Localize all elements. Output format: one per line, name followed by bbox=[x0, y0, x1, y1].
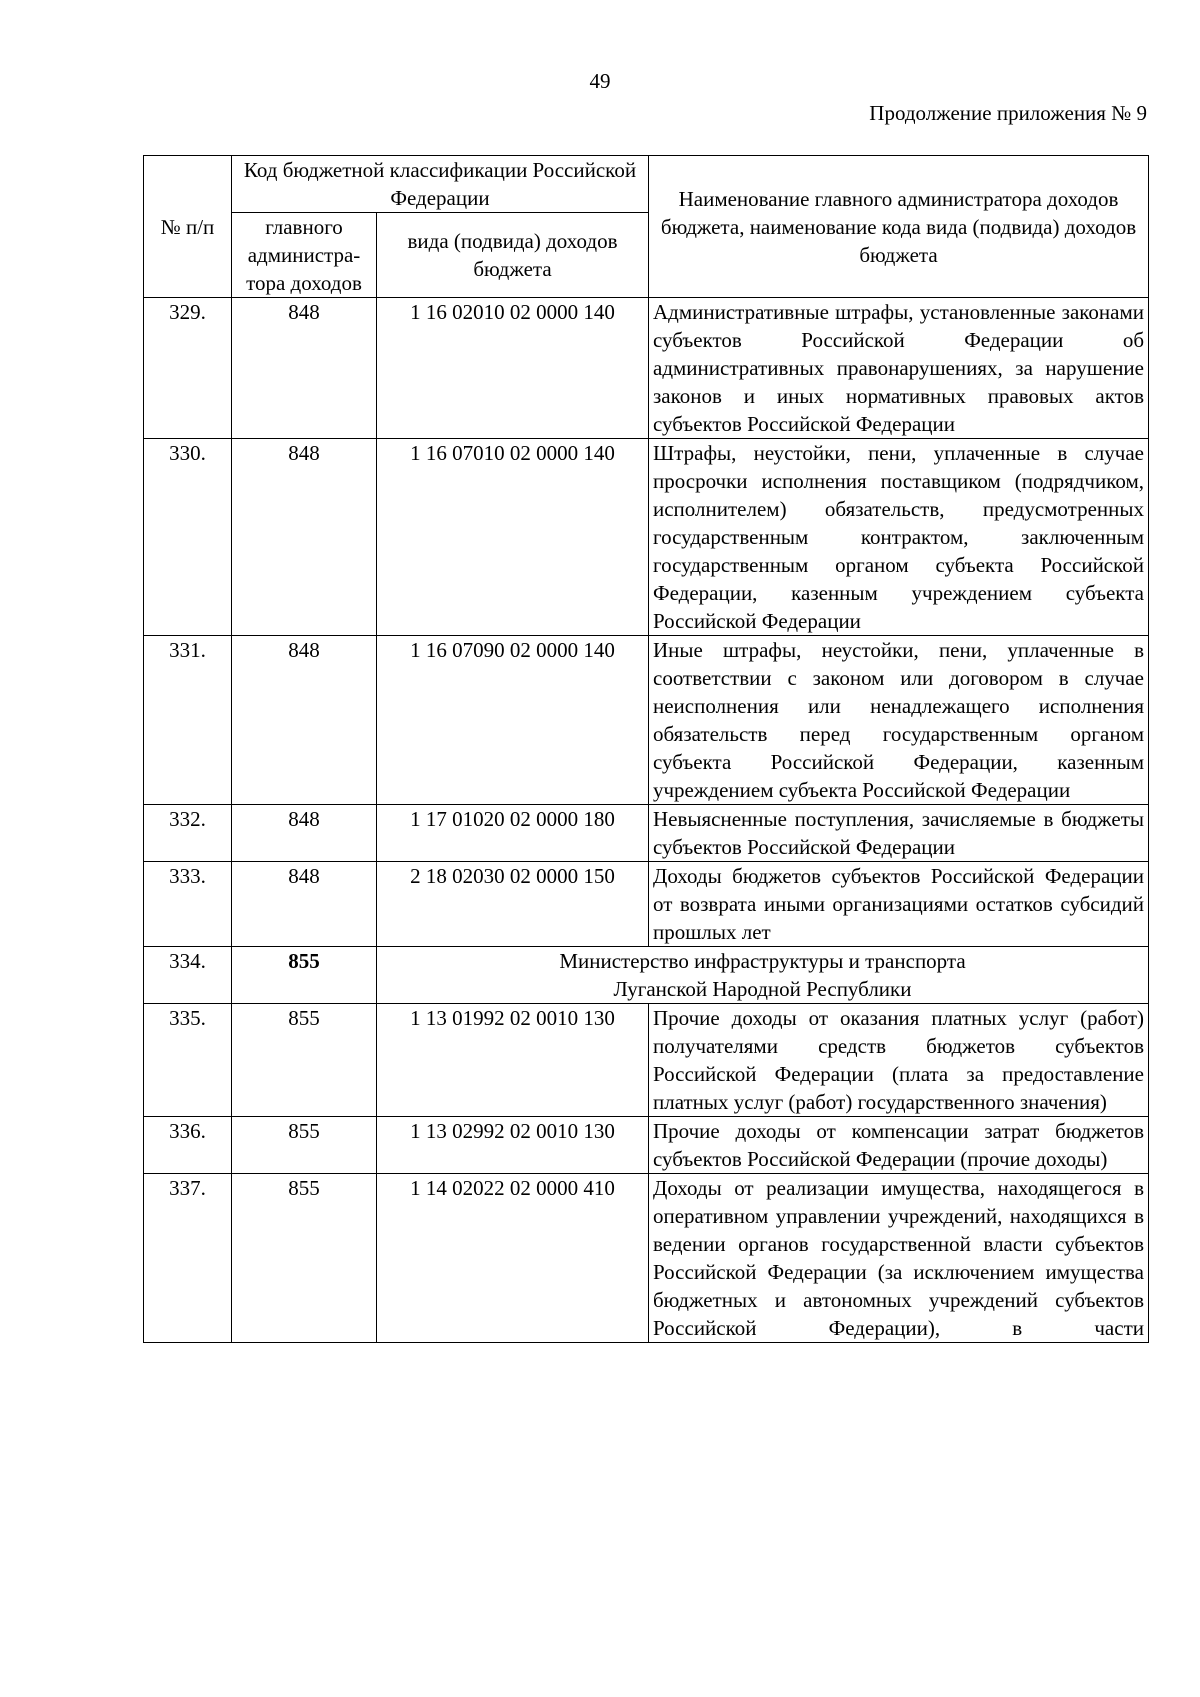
row-admin: 855 bbox=[232, 1004, 377, 1117]
row-admin: 848 bbox=[232, 805, 377, 862]
row-admin: 848 bbox=[232, 636, 377, 805]
section-title-line1: Министерство инфраструктуры и транспорта bbox=[559, 949, 966, 973]
header-code-group: Код бюджетной классификации Российской Федерации bbox=[232, 156, 649, 213]
row-admin: 848 bbox=[232, 439, 377, 636]
row-num: 336. bbox=[144, 1117, 232, 1174]
table-row bbox=[144, 1174, 1149, 1343]
row-num: 330. bbox=[144, 439, 232, 636]
row-num: 329. bbox=[144, 298, 232, 439]
row-name: Доходы бюджетов субъектов Российской Федерации от возврата иными организациями остатков субсидий прошлых лет bbox=[649, 862, 1149, 947]
page-number: 49 bbox=[589, 69, 611, 93]
table-row bbox=[144, 636, 1149, 805]
row-num: 332. bbox=[144, 805, 232, 862]
row-name: Штрафы, неустойки, пени, уплаченные в случае просрочки исполнения поставщиком (подрядчиком, исполнителем) обязательств, предусмотренных государственным контрактом, заключенным государственным органом субъекта Российской Федерации, казенным учреждением субъекта Российской Федерации bbox=[649, 439, 1149, 636]
row-name: Административные штрафы, установленные законами субъектов Российской Федерации об административных правонарушениях, за нарушение законов и иных нормативных правовых актов субъектов Российской Федерации bbox=[649, 298, 1149, 439]
row-code: 1 16 02010 02 0000 140 bbox=[377, 298, 649, 439]
row-name: Иные штрафы, неустойки, пени, уплаченные в соответствии с законом или договором в случае неисполнения или ненадлежащего исполнения обязательств перед государственным органом субъекта Российской Федерации, казенным учреждением субъекта Российской Федерации bbox=[649, 636, 1149, 805]
row-code: 2 18 02030 02 0000 150 bbox=[377, 862, 649, 947]
continuation-title: Продолжение приложения № 9 bbox=[869, 101, 1147, 125]
header-name: Наименование главного администратора доходов бюджета, наименование кода вида (подвида) доходов бюджета bbox=[649, 156, 1149, 298]
section-num: 334. bbox=[144, 947, 232, 1004]
header-kind: вида (подвида) доходов бюджета bbox=[377, 213, 649, 298]
row-code: 1 17 01020 02 0000 180 bbox=[377, 805, 649, 862]
row-num: 335. bbox=[144, 1004, 232, 1117]
table-row bbox=[144, 439, 1149, 636]
table-row bbox=[144, 1004, 1149, 1117]
row-num: 333. bbox=[144, 862, 232, 947]
row-name: Прочие доходы от оказания платных услуг (работ) получателями средств бюджетов субъектов Российской Федерации (плата за предоставление платных услуг (работ) государственного значения) bbox=[649, 1004, 1149, 1117]
row-name: Доходы от реализации имущества, находящегося в оперативном управлении учреждений, находящихся в ведении органов государственной власти субъектов Российской Федерации (за исключением имущества бюджетных и автономных учреждений субъектов Российской Федерации), в части bbox=[649, 1174, 1149, 1343]
row-admin: 848 bbox=[232, 298, 377, 439]
row-name: Невыясненные поступления, зачисляемые в бюджеты субъектов Российской Федерации bbox=[649, 805, 1149, 862]
table-row bbox=[144, 805, 1149, 862]
row-num: 337. bbox=[144, 1174, 232, 1343]
row-admin: 855 bbox=[232, 1174, 377, 1343]
row-code: 1 16 07010 02 0000 140 bbox=[377, 439, 649, 636]
row-code: 1 13 02992 02 0010 130 bbox=[377, 1117, 649, 1174]
row-code: 1 13 01992 02 0010 130 bbox=[377, 1004, 649, 1117]
row-admin: 848 bbox=[232, 862, 377, 947]
header-admin: главного администра-тора доходов bbox=[232, 213, 377, 298]
table-row bbox=[144, 298, 1149, 439]
header-row bbox=[144, 156, 1149, 213]
table-row bbox=[144, 862, 1149, 947]
row-code: 1 14 02022 02 0000 410 bbox=[377, 1174, 649, 1343]
section-admin: 855 bbox=[232, 947, 377, 1004]
row-admin: 855 bbox=[232, 1117, 377, 1174]
budget-classification-table bbox=[143, 155, 1149, 1343]
row-num: 331. bbox=[144, 636, 232, 805]
header-num: № п/п bbox=[144, 156, 232, 298]
row-code: 1 16 07090 02 0000 140 bbox=[377, 636, 649, 805]
section-row bbox=[144, 947, 1149, 1004]
table-row bbox=[144, 1117, 1149, 1174]
row-name: Прочие доходы от компенсации затрат бюджетов субъектов Российской Федерации (прочие доходы) bbox=[649, 1117, 1149, 1174]
section-title-line2: Луганской Народной Республики bbox=[613, 977, 912, 1001]
section-title bbox=[377, 947, 1149, 1004]
